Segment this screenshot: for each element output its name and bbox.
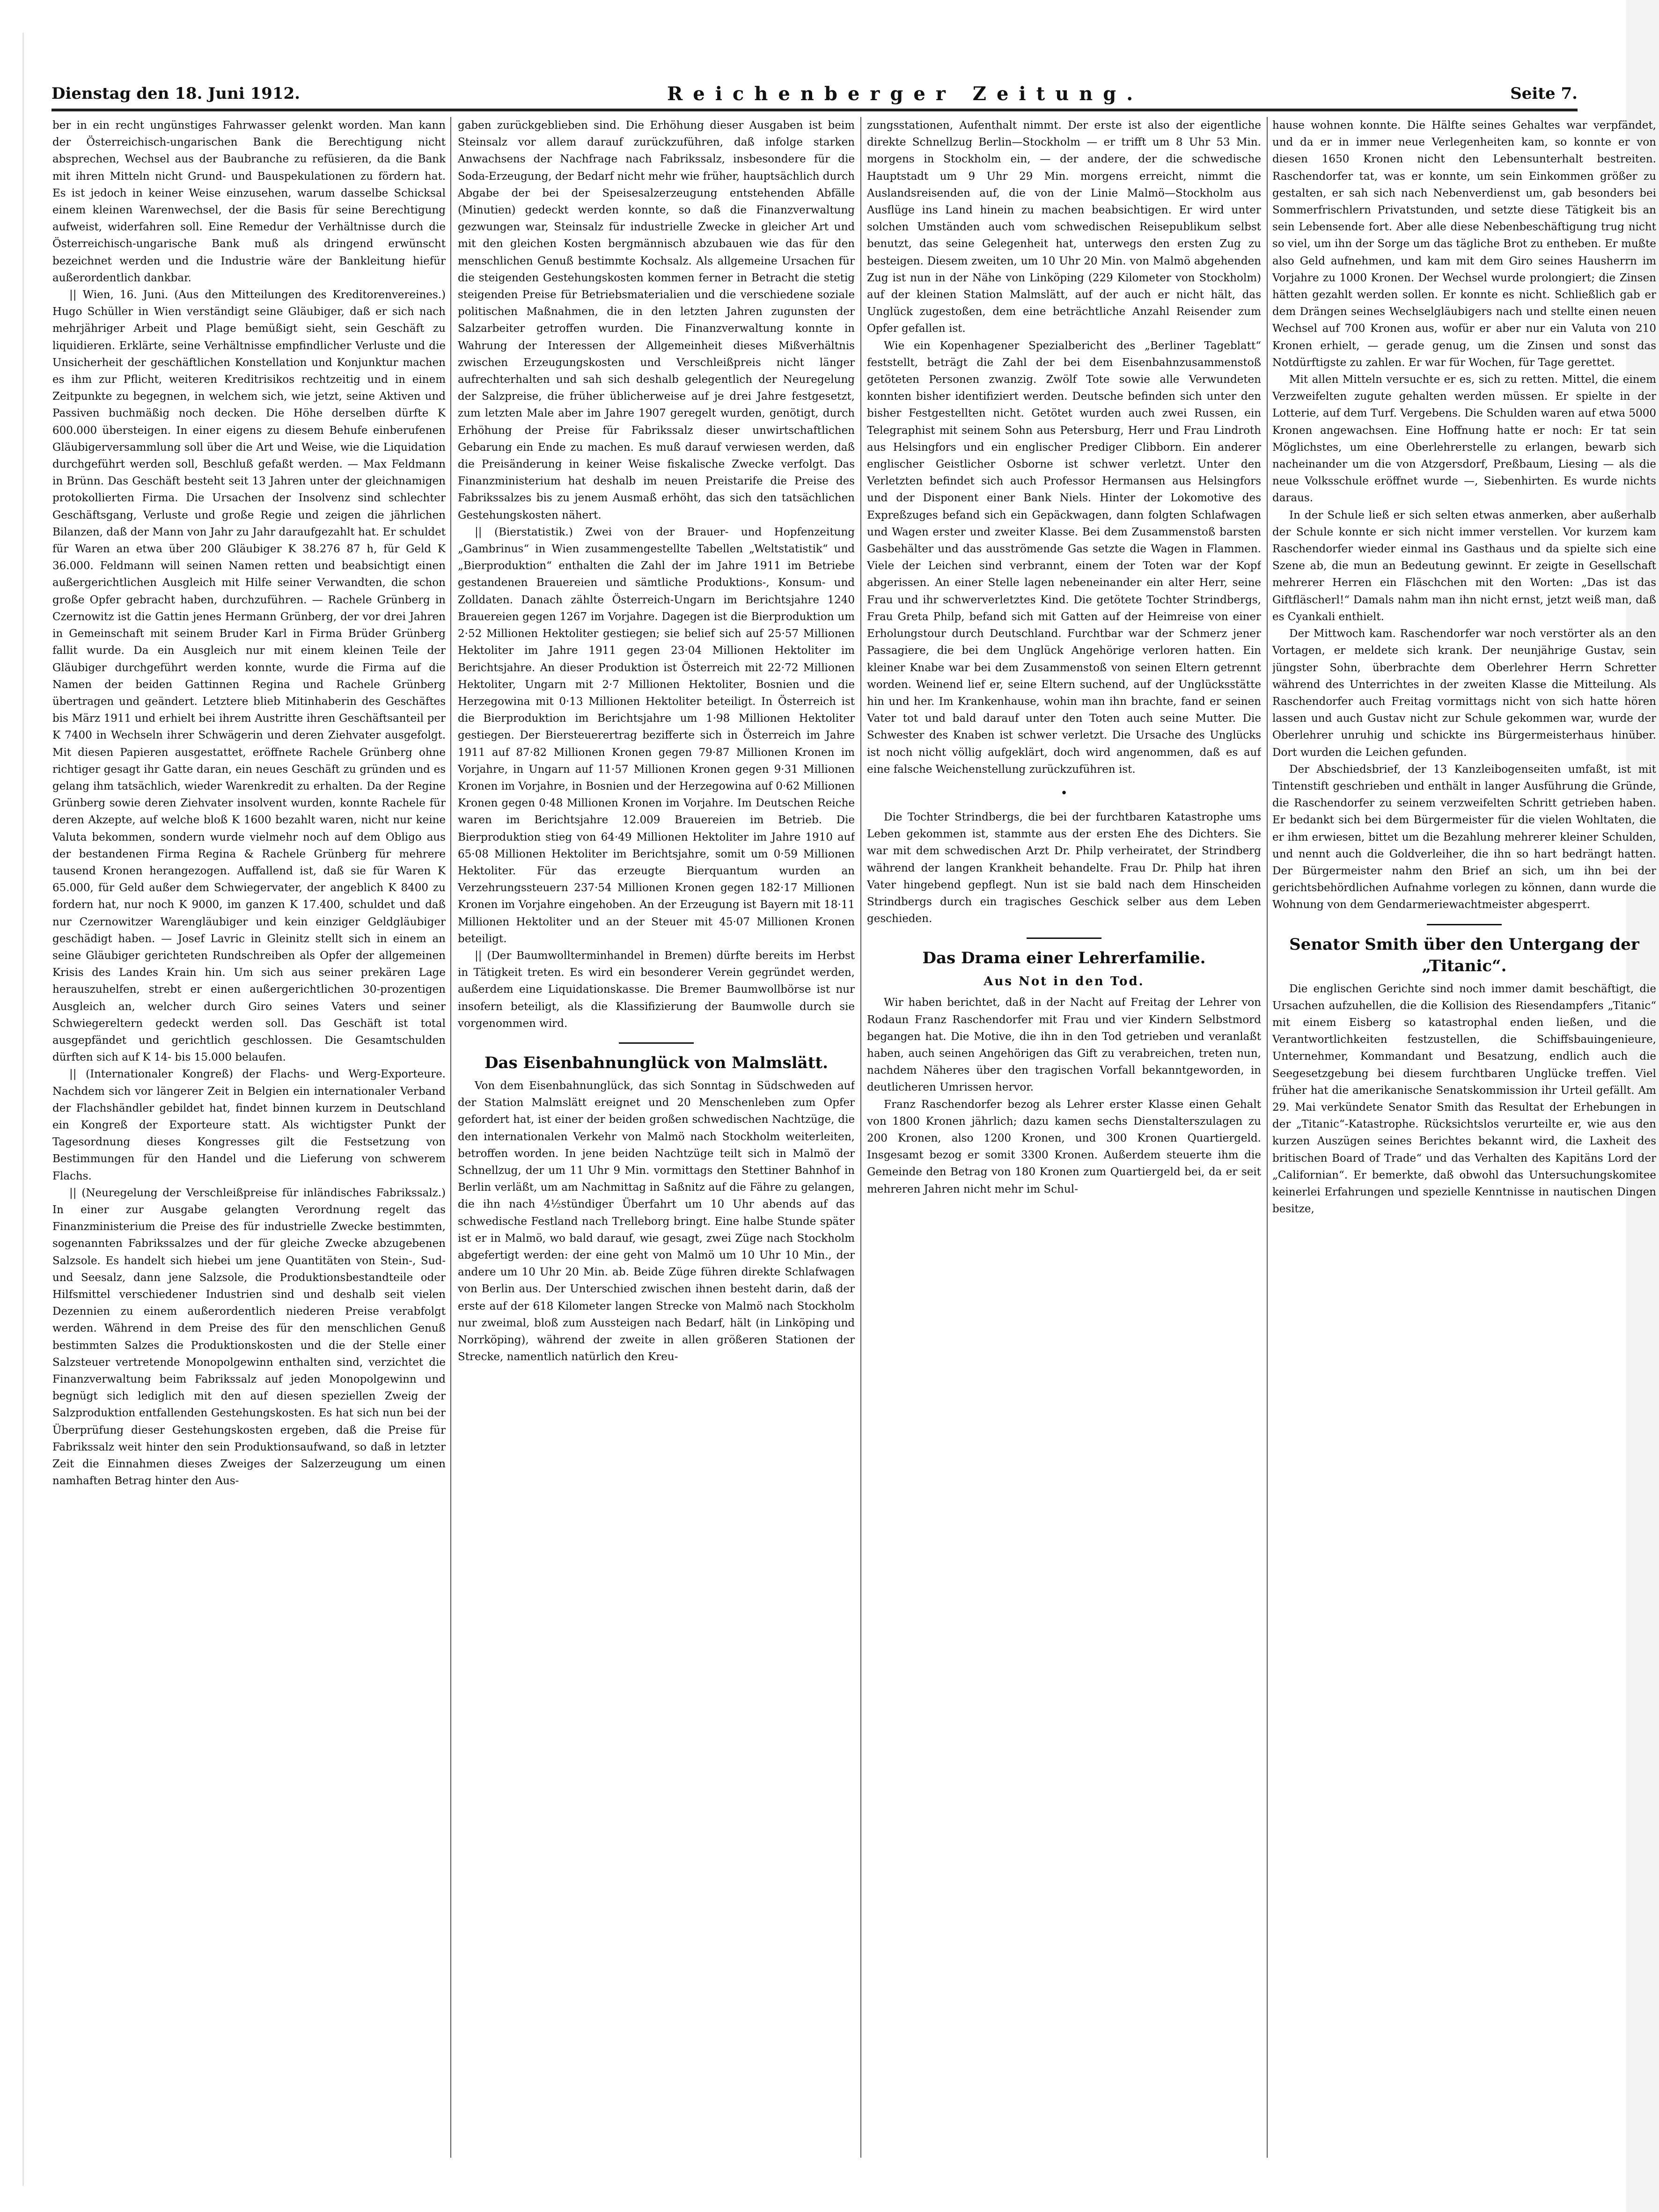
article-title: Das Eisenbahnunglück von Malmslätt. bbox=[484, 1053, 828, 1072]
article-paragraph: || (Internationaler Kongreß) der Flachs- und Werg-Exporteure. Nachdem sich vor längerer Zeit in Belgien ein internationaler Verband der Flachshändler gebildet hat, findet binnen kurzem in Deutschland ein Kongreß der Exporteure statt. Als wichtigster Punkt der Tagesordnung dieses Kongresses gilt die Festsetzung von Bestimmungen für den Handel und die Lieferung von schwerem Flachs. bbox=[52, 1068, 446, 1182]
article-paragraph: Mit allen Mitteln versuchte er es, sich zu retten. Mittel, die einem Verzweifelten zugute gehalten werden müssen. Er spielte in der Lotterie, auf dem Turf. Vergebens. Die Schulden waren auf etwa 5000 Kronen angewachsen. Eine Hoffnung hatte er noch: Er tat sein Möglichstes, um eine Oberlehrerstelle zu erlangen, bewarb sich nacheinander um die von Atzgersdorf, Preßbaum, Liesing — als die neue Volksschule eröffnet wurde —, Siebenhirten. Es wurde nichts daraus. bbox=[1272, 374, 1656, 505]
article-paragraph: hause wohnen konnte. Die Hälfte seines Gehaltes war verpfändet, und da er in immer neue Verlegenheiten kam, so konnte er von diesen 1650 Kronen nicht den Lebensunterhalt bestreiten. Raschendorfer tat, was er konnte, um sein Einkommen größer zu gestalten, er sah sich nach Nebenverdienst um, gab besonders bei Sommerfrischlern Privatstunden, und setzte diese Tätigkeit bis an sein Lebensende fort. Aber alle diese Nebenbeschäftigung trug nicht so viel, um ihn der Sorge um das tägliche Brot zu entheben. Er mußte also Geld aufnehmen, und kam mit dem Giro seines Hausherrn im Vorjahre zu 1000 Kronen. Der Wechsel wurde prolongiert; die Zinsen hätten gezahlt werden sollen. Er konnte es nicht. Schließlich gab er dem Drängen seines Wechselgläubigers nach und stellte einen neuen Wechsel auf 700 Kronen aus, wofür er aber nur ein Valuta von 210 Kronen erhielt, — gerade genug, um die Zinsen und sonst das Notdürftigste zu zahlen. Er war für Wochen, für Tage gerettet. bbox=[1272, 119, 1656, 369]
section-divider bbox=[619, 1042, 694, 1044]
article-paragraph: Der Abschiedsbrief, der 13 Kanzleibogenseiten umfaßt, ist mit Tintenstift geschrieben und enthält in langer Ausführung die Gründe, die Raschendorfer zu seinem verzweifelten Schritt getrieben haben. Er bedankt sich bei dem Bürgermeister für die vielen Wohltaten, die er ihm erwiesen, bittet um die Bezahlung mehrerer kleiner Schulden, und nennt auch die Goldverleiher, die ihn so hart bedrängt hatten. Der Bürgermeister nahm den Brief an sich, um ihn bei der gerichtsbehördlichen Aufnahme vorlegen zu können, dann wurde die Wohnung von dem Gendarmeriewachtmeister abgesperrt. bbox=[1272, 763, 1656, 911]
column-divider bbox=[450, 117, 451, 2158]
article-paragraph: Von dem Eisenbahnunglück, das sich Sonntag in Südschweden auf der Station Malmslätt ereignet und 20 Menschenleben zum Opfer gefordert hat, ist einer der beiden großen schwedischen Nachtzüge, die den internationalen Verkehr von Malmö nach Stockholm weiterleiten, betroffen worden. In jene beiden Nachtzüge teilt sich in Malmö der Schnellzug, der um 11 Uhr 9 Min. vormittags den Stettiner Bahnhof in Berlin verläßt, um am Nachmittag in Saßnitz auf die Fähre zu gelangen, die ihn nach 4½stündiger Überfahrt um 10 Uhr abends auf das schwedische Festland nach Trelleborg bringt. Eine halbe Stunde später ist er in Malmö, wo bald darauf, wie gesagt, zwei Züge nach Stockholm abgefertigt werden: der eine geht von Malmö um 10 Uhr 10 Min., der andere um 10 Uhr 20 Min. ab. Beide Züge führen direkte Schlafwagen von Berlin aus. Der Unterschied zwischen ihnen besteht darin, daß der erste auf der 618 Kilometer langen Strecke von Malmö nach Stockholm nur zweimal, bloß zum Aussteigen nach Bedarf, hält (in Linköping und Norrköping), während der zweite in allen größeren Stationen der Strecke, namentlich natürlich den Kreu- bbox=[458, 1079, 855, 1363]
page-number: Seite 7. bbox=[1510, 84, 1578, 103]
column-3 bbox=[867, 117, 1261, 2158]
article-paragraph: || (Neuregelung der Verschleißpreise für inländisches Fabrikssalz.) In einer zur Ausgabe gelangten Verordnung regelt das Finanzministerium die Preise des für industrielle Zwecke bestimmten, sogenannten Fabrikssalzes und der für gleiche Zwecke abzugebenen Salzsole. Es handelt sich hiebei um jene Quantitäten von Stein-, Sud- und Seesalz, dann jene Salzsole, die Produktionsbestandteile oder Hilfsmittel verschiedener Industrien sind und deshalb seit vielen Dezennien zu einem außerordentlich niederen Preise verabfolgt werden. Während in dem Preise des für den menschlichen Genuß bestimmten Salzes die Produktionskosten und die der Stelle einer Salzsteuer vertretende Monopolgewinn enthalten sind, verzichtet die Finanzverwaltung beim Fabrikssalz auf jeden Monopolgewinn und begnügt sich lediglich mit den auf diesen speziellen Zweig der Salzproduktion entfallenden Gestehungskosten. Es hat sich nun bei der Überprüfung dieser Gestehungskosten ergeben, daß die Preise für Fabrikssalz weit hinter den sein Produktionsaufwand, so daß in letzter Zeit die Einnahmen dieses Zweiges der Salzerzeugung um einen namhaften Betrag hinter den Aus- bbox=[52, 1187, 446, 1487]
article-paragraph: || (Bierstatistik.) Zwei von der Brauer- und Hopfenzeitung „Gambrinus“ in Wien zusammengestellte Tabellen „Weltstatistik“ und „Bierproduktion“ enthalten die Zahl der im Jahre 1911 im Betriebe gestandenen Brauereien und sämtliche Produktions-, Konsum- und Zolldaten. Danach zählte Österreich-Ungarn im Berichtsjahre 1240 Brauereien gegen 1267 im Vorjahre. Dagegen ist die Bierproduktion um 2·52 Millionen Hektoliter gestiegen; sie belief sich auf 25·57 Millionen Hektoliter im Jahre 1911 gegen 23·04 Millionen Hektoliter im Berichtsjahre. An dieser Produktion ist Österreich mit 22·72 Millionen Hektoliter, Ungarn mit 2·7 Millionen Hektoliter, Bosnien und die Herzegowina mit 0·13 Millionen Hektoliter beteiligt. In Österreich ist die Bierproduktion im Berichtsjahre um 1·98 Millionen Hektoliter gestiegen. Der Biersteuerertrag bezifferte sich in Österreich im Jahre 1911 auf 87·82 Millionen Kronen gegen 79·87 Millionen Kronen im Vorjahre, in Ungarn auf 11·57 Millionen Kronen gegen 9·31 Millionen Kronen im Vorjahre, in Bosnien und der Herzegowina auf 0·62 Millionen Kronen gegen 0·48 Millionen Kronen im Vorjahre. Im Deutschen Reiche waren im Berichtsjahre 12.009 Brauereien im Betrieb. Die Bierproduktion stieg von 64·49 Millionen Hektoliter im Jahre 1910 auf 65·08 Millionen Hektoliter im Berichtsjahre, somit um 0·59 Millionen Hektoliter. Für das erzeugte Bierquantum wurden an Verzehrungssteuern 237·54 Millionen Kronen gegen 182·17 Millionen Kronen im Vorjahre eingehoben. An der Erzeugung ist Bayern mit 18·11 Millionen Hektoliter und an der Steuer mit 45·07 Millionen Kronen beteiligt. bbox=[458, 526, 855, 945]
article-paragraph: Der Mittwoch kam. Raschendorfer war noch verstörter als an den Vortagen, er meldete sich krank. Der neunjährige Gustav, sein jüngster Sohn, überbrachte dem Oberlehrer Herrn Schretter während des Unterrichtes in der zweiten Klasse die Mitteilung. Als Raschendorfer auch Freitag vormittags nicht von sich hatte hören lassen und auch Gustav nicht zur Schule gekommen war, wurde der Oberlehrer unruhig und schickte ins Bürgermeisterhaus hinüber. Dort wurden die Leichen gefunden. bbox=[1272, 628, 1656, 759]
article-paragraph: Wir haben berichtet, daß in der Nacht auf Freitag der Lehrer von Rodaun Franz Raschendorfer mit Frau und vier Kindern Selbstmord begangen hat. Die Motive, die ihn in den Tod getrieben und veranlaßt haben, auch seinen Angehörigen das Gift zu verabreichen, treten nun, nachdem Näheres über den tragischen Vorfall bekanntgeworden, in deutlicheren Umrissen hervor. bbox=[867, 996, 1261, 1094]
masthead: Reichenberger Zeitung. bbox=[667, 82, 1144, 105]
column-divider bbox=[1267, 117, 1268, 2158]
article-paragraph: zungsstationen, Aufenthalt nimmt. Der erste ist also der eigentliche direkte Schnellzug Berlin—Stockholm — er trifft um 8 Uhr 53 Min. morgens in Stockholm ein, — der andere, der die schwedische Hauptstadt um 9 Uhr 29 Min. morgens erreicht, nimmt die Auslandsreisenden auf, die von der Linie Malmö—Stockholm aus Ausflüge ins Land hinein zu machen beabsichtigen. Er wird unter solchen Umständen auch vom schwedischen Reisepublikum selbst benutzt, das seine Gelegenheit hat, unterwegs den ersten Zug zu besteigen. Diesem zweiten, um 10 Uhr 20 Min. von Malmö abgehenden Zug ist nun in der Nähe von Linköping (229 Kilometer von Stockholm) auf der kleinen Station Malmslätt, auf der auch er nicht hält, das Unglück zugestoßen, dem eine beträchtliche Anzahl Reisender zum Opfer gefallen ist. bbox=[867, 119, 1261, 335]
article-title: Das Drama einer Lehrerfamilie. bbox=[922, 949, 1206, 968]
column-4 bbox=[1272, 117, 1656, 2158]
page-header bbox=[51, 80, 1578, 108]
column-1 bbox=[52, 117, 446, 2158]
article-title: Senator Smith über den Untergang der „Titanic“. bbox=[1289, 935, 1639, 975]
issue-date: Dienstag den 18. Juni 1912. bbox=[51, 84, 300, 103]
article-paragraph: ber in ein recht ungünstiges Fahrwasser gelenkt worden. Man kann der Österreichisch-ungarischen Bank die Berechtigung nicht absprechen, Wechsel aus der Baubranche zu refüsieren, da die Bank mit ihren Mitteln nicht Grund- und Bauspekulationen zu fördern hat. Es ist jedoch in keiner Weise einzusehen, warum dasselbe Schicksal einem kleinen Warenwechsel, der die Basis für seine Berechtigung aufweist, widerfahren soll. Eine Remedur der Verhältnisse durch die Österreichisch-ungarische Bank muß als dringend erwünscht bezeichnet werden und die Industrie wäre der Bankleitung hiefür außerordentlich dankbar. bbox=[52, 119, 446, 284]
column-divider bbox=[860, 117, 861, 2158]
section-divider bbox=[1027, 938, 1101, 939]
article-paragraph: gaben zurückgeblieben sind. Die Erhöhung dieser Ausgaben ist beim Steinsalz vor allem darauf zurückzuführen, daß infolge starken Anwachsens der Nachfrage nach Fabrikssalz, insbesondere für die Soda-Erzeugung, der Bedarf nicht mehr wie früher, hauptsächlich durch Abgabe der bei der Speisesalzerzeugung entstehenden Abfälle (Minutien) gedeckt werden konnte, so daß die Finanzverwaltung gezwungen war, Steinsalz für industrielle Zwecke in gleicher Art und mit den gleichen Kosten bergmännisch abzubauen wie das für den menschlichen Genuß bestimmte Kochsalz. Als allgemeine Ursachen für die steigenden Gestehungskosten kommen ferner in Betracht die stetig steigenden Preise für Betriebsmaterialien und die verschiedene soziale politischen Maßnahmen, die in den letzten Jahren zugunsten der Salzarbeiter getroffen wurden. Die Finanzverwaltung konnte in Wahrung der Interessen der Allgemeinheit dieses Mißverhältnis zwischen Erzeugungskosten und Verschleißpreis nicht länger aufrechterhalten und sah sich deshalb gelegentlich der Neuregelung der Salzpreise, die früher üblicherweise auf je drei Jahre festgesetzt, zum letzten Male aber im Jahre 1907 geregelt wurden, genötigt, durch Erhöhung der Preise für Fabrikssalz dieser unwirtschaftlichen Gebarung ein Ende zu machen. Es muß darauf verwiesen werden, daß die Preisänderung in keiner Weise fiskalische Zwecke verfolgt. Das Finanzministerium hat deshalb im neuen Preistarife die Preise des Fabrikssalzes bis zu jenem Ausmaß erhöht, das sich den tatsächlichen Gestehungskosten nähert. bbox=[458, 119, 855, 521]
article-subtitle: Aus Not in den Tod. bbox=[984, 974, 1145, 989]
section-separator: • bbox=[1060, 786, 1068, 800]
article-paragraph: || (Der Baumwollterminhandel in Bremen) dürfte bereits im Herbst in Tätigkeit treten. Es wird ein besonderer Verein gegründet werden, außerdem eine Liquidationskasse. Die Bremer Baumwollbörse ist nur insofern beteiligt, als die Klassifizierung der Baumwolle durch sie vorgenommen wird. bbox=[458, 949, 855, 1030]
article-paragraph: Wie ein Kopenhagener Spezialbericht des „Berliner Tageblatt“ feststellt, beträgt die Zahl der bei dem Eisenbahnzusammenstoß getöteten Personen zwanzig. Zwölf Tote sowie alle Verwundeten konnten bisher identifiziert werden. Deutsche befinden sich unter den bisher Festgestellten nicht. Getötet wurden auch zwei Russen, ein Telegraphist mit seinem Sohn aus Petersburg, Herr und Frau Lindroth aus Helsingfors und ein englischer Prediger Clibborn. Ein anderer englischer Geistlicher Osborne ist schwer verletzt. Unter den Verletzten befindet sich auch Professor Hermansen aus Helsingfors und der Disponent einer Bank Niels. Hinter der Lokomotive des Expreßzuges befand sich ein Gepäckwagen, dann folgten Schlafwagen und Wagen erster und zweiter Klasse. Bei dem Zusammenstoß barsten Gasbehälter und das ausströmende Gas setzte die Wagen in Flammen. Viele der Leichen sind verbrannt, einem der Toten war der Kopf abgerissen. An einer Stelle lagen nebeneinander ein alter Herr, seine Frau und ihr schwerverletztes Kind. Die getötete Tochter Strindbergs, Frau Greta Philp, befand sich mit Gatten auf der Heimreise von einer Erholungstour durch Deutschland. Furchtbar war der Schmerz jener Passagiere, die bei dem Unglück Angehörige verloren hatten. Ein kleiner Knabe war bei dem Zusammenstoß von seinen Eltern getrennt worden. Weinend lief er, seine Eltern suchend, auf der Unglücksstätte hin und her. Im Krankenhause, wohin man ihn brachte, fand er seinen Vater tot und bald darauf unter den Toten auch seine Mutter. Die Schwester des Knaben ist schwer verletzt. Die Ursache des Unglücks ist noch nicht völlig aufgeklärt, doch wird angenommen, daß es auf eine falsche Weichenstellung zurückzuführen ist. bbox=[867, 339, 1261, 776]
section-divider bbox=[1427, 924, 1502, 925]
header-rule bbox=[51, 109, 1578, 111]
article-paragraph: || Wien, 16. Juni. (Aus den Mitteilungen des Kreditorenvereines.) Hugo Schüller in Wien verständigt seine Gläubiger, daß er sich nach mehrjähriger Arbeit und Plage bemüßigt sieht, sein Geschäft zu liquidieren. Erklärte, seine Verhältnisse empfindlicher Verluste und die Unsicherheit der geschäftlichen Konstellation und Konjunktur machen es ihm zur Pflicht, weiteren Kreditrisikos rechtzeitig und in einem Zeitpunkte zu begegnen, in welchem sich, wie jetzt, seine Aktiven und Passiven buchmäßig noch decken. Die Höhe derselben dürfte K 600.000 übersteigen. In einer eigens zu diesem Behufe einberufenen Gläubigerversammlung soll über die Art und Weise, wie die Liquidation durchgeführt werden soll, Beschluß gefaßt werden. — Max Feldmann in Brünn. Das Geschäft besteht seit 13 Jahren unter der gleichnamigen protokollierten Firma. Die Ursachen der Insolvenz sind schlechter Geschäftsgang, Verluste und große Regie und zeigen die jährlichen Bilanzen, daß der Mann von Jahr zu Jahr daraufgezahlt hat. Er schuldet für Waren an etwa über 200 Gläubiger K 38.276 87 h, für Geld K 36.000. Feldmann will seinen Namen retten und beabsichtigt einen außergerichtlichen Ausgleich mit Hilfe seiner Verwandten, die schon große Opfer gebracht haben, durchzuführen. — Rachele Grünberg in Czernowitz ist die Gattin jenes Hermann Grünberg, der vor drei Jahren in Gemeinschaft mit seinem Bruder Karl in Firma Brüder Grünberg fallit wurde. Da ein Ausgleich nur mit einem kleinen Teile der Gläubiger durchgeführt werden konnte, wurde die Firma auf die Namen der beiden Gattinnen Regina und Rachele Grünberg übertragen und geändert. Letztere blieb Mitinhaberin des Geschäftes bis März 1911 und erhielt bei ihrem Austritte ihren Geschäftsanteil per K 7400 in Wechseln ihrer Schwägerin und deren Ziehvater ausgefolgt. Mit diesen Papieren ausgestattet, eröffnete Rachele Grünberg ohne richtiger gesagt ihr Gatte daran, ein neues Geschäft zu gründen und es gelang ihm tatsächlich, wieder Warenkredit zu erhalten. Da der Regine Grünberg sowie deren Ziehvater insolvent wurden, konnte Rachele für deren Akzepte, auf welche bloß K 1600 bezahlt waren, nicht nur keine Valuta bekommen, sondern wurde vielmehr noch auf dem Obligo aus der bestandenen Firma Regina & Rachele Grünberg für mehrere tausend Kronen herangezogen. Auffallend ist, daß sie für Waren K 65.000, für Geld außer dem Schwiegervater, der angeblich K 8400 zu fordern hat, nur noch K 9000, im ganzen K 17.400, schuldet und daß nur Czernowitzer Warengläubiger und kein einziger Geldgläubiger geschädigt haben. — Josef Lavric in Gleinitz stellt sich in einem an seine Gläubiger gerichteten Rundschreiben als Opfer der allgemeinen Krisis des Landes Krain hin. Um sich aus seiner prekären Lage herauszuhelfen, strebt er einen außergerichtlichen 30-prozentigen Ausgleich an, welcher durch Giro seines Vaters und seiner Schwiegereltern gedeckt werden soll. Das Geschäft ist total ausgepfändet und gerichtlich geschlossen. Die Gesamtschulden dürften sich auf K 14- bis 15.000 belaufen. bbox=[52, 289, 446, 1064]
article-paragraph: In der Schule ließ er sich selten etwas anmerken, aber außerhalb der Schule konnte er sich nicht immer verstellen. Vor kurzem kam Raschendorfer wieder einmal ins Gasthaus und da spielte sich eine Szene ab, die mun an Bedeutung gewinnt. Er zeigte in Gesellschaft mehrerer Herren ein Fläschchen mit den Worten: „Das ist das Giftfläscherl!“ Damals nahm man ihn nicht ernst, jetzt weiß man, daß es Cyankali enthielt. bbox=[1272, 509, 1656, 623]
article-paragraph: Die Tochter Strindbergs, die bei der furchtbaren Katastrophe ums Leben gekommen ist, stammte aus der ersten Ehe des Dichters. Sie war mit dem schwedischen Arzt Dr. Philp verheiratet, der Strindberg während der langen Krankheit behandelte. Frau Dr. Philp hat ihren Vater hingebend gepflegt. Nun ist sie bald nach dem Hinscheiden Strindbergs durch ein tragisches Geschick selber aus dem Leben geschieden. bbox=[867, 811, 1261, 925]
column-2 bbox=[458, 117, 855, 2158]
article-paragraph: Die englischen Gerichte sind noch immer damit beschäftigt, die Ursachen aufzuhellen, die die Kollision des Riesendampfers „Titanic“ mit einem Eisberg so katastrophal enden ließen, und die Verantwortlichkeiten festzustellen, die Schiffsbauingenieure, Unternehmer, Kommandant und Besatzung, endlich auch die Seegesetzgebung bei diesem furchtbaren Unglücke treffen. Viel früher hat die amerikanische Senatskommission ihr Urteil gefällt. Am 29. Mai verkündete Senator Smith das Resultat der Erhebungen in der „Titanic“-Katastrophe. Rücksichtslos verurteilte er, wie aus den kurzen Auszügen seines Berichtes bekannt wird, die Laxheit des britischen Board of Trade“ und das Verhalten des Kapitäns Lord der „Californian“. Er bemerkte, daß obwohl das Untersuchungskomitee keinerlei Erfahrungen und spezielle Kenntnisse in nautischen Dingen besitze, bbox=[1272, 982, 1656, 1216]
article-paragraph: Franz Raschendorfer bezog als Lehrer erster Klasse einen Gehalt von 1800 Kronen jährlich; dazu kamen sechs Dienstalterszulagen zu 200 Kronen, also 1200 Kronen, und 300 Kronen Quartiergeld. Insgesamt bezog er somit 3300 Kronen. Außerdem steuerte ihm die Gemeinde den Betrag von 180 Kronen zum Quartiergeld bei, da er seit mehreren Jahren nicht mehr im Schul- bbox=[867, 1098, 1261, 1195]
